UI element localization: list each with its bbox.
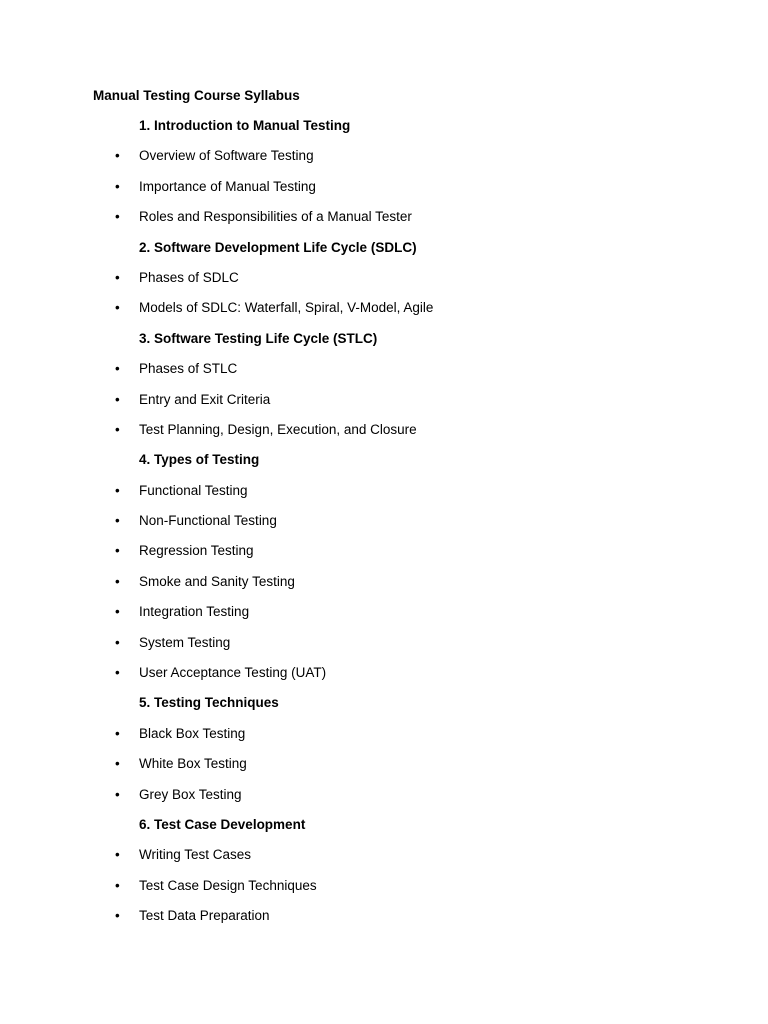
section-heading: 1. Introduction to Manual Testing <box>139 118 351 133</box>
list-item-text: Functional Testing <box>139 482 248 498</box>
list-item-text: Non-Functional Testing <box>139 513 277 529</box>
bullet-icon: • <box>115 665 120 681</box>
bullet-icon: • <box>115 543 120 559</box>
list-item <box>0 391 768 421</box>
list-item <box>0 147 768 177</box>
list-item-text: Grey Box Testing <box>139 786 242 802</box>
bullet-icon: • <box>115 756 120 772</box>
bullet-icon: • <box>115 604 120 620</box>
syllabus-content <box>0 117 768 938</box>
bullet-icon: • <box>115 877 120 893</box>
bullet-icon: • <box>115 300 120 316</box>
list-item <box>0 512 768 542</box>
list-item <box>0 269 768 299</box>
list-item-text: Models of SDLC: Waterfall, Spiral, V-Model, Agile <box>139 300 434 316</box>
list-item-text: Test Data Preparation <box>139 908 270 924</box>
list-item <box>0 725 768 755</box>
section-heading: 4. Types of Testing <box>139 452 260 468</box>
list-item <box>0 542 768 572</box>
document-title: Manual Testing Course Syllabus <box>93 88 300 103</box>
section-heading: 2. Software Development Life Cycle (SDLC) <box>139 239 417 255</box>
list-item-text: Importance of Manual Testing <box>139 178 316 194</box>
list-item <box>0 299 768 329</box>
list-item <box>0 603 768 633</box>
bullet-icon: • <box>115 148 120 164</box>
bullet-icon: • <box>115 725 120 741</box>
list-item <box>0 664 768 694</box>
bullet-icon: • <box>115 269 120 285</box>
bullet-icon: • <box>115 421 120 437</box>
list-item-text: Roles and Responsibilities of a Manual Tester <box>139 209 412 225</box>
section-heading: 6. Test Case Development <box>139 816 306 832</box>
bullet-icon: • <box>115 847 120 863</box>
list-item <box>0 573 768 603</box>
list-item <box>0 877 768 907</box>
list-item <box>0 907 768 937</box>
bullet-icon: • <box>115 513 120 529</box>
bullet-icon: • <box>115 391 120 407</box>
list-item <box>0 178 768 208</box>
bullet-icon: • <box>115 634 120 650</box>
list-item-text: Entry and Exit Criteria <box>139 391 271 407</box>
bullet-icon: • <box>115 361 120 377</box>
list-item <box>0 482 768 512</box>
list-item <box>0 360 768 390</box>
list-item <box>0 634 768 664</box>
list-item-text: User Acceptance Testing (UAT) <box>139 665 327 681</box>
bullet-icon: • <box>115 482 120 498</box>
list-item-text: Regression Testing <box>139 543 254 559</box>
list-item-text: Phases of STLC <box>139 361 238 377</box>
list-item-text: Writing Test Cases <box>139 847 252 863</box>
list-item-text: Phases of SDLC <box>139 269 239 285</box>
bullet-icon: • <box>115 908 120 924</box>
section-heading: 3. Software Testing Life Cycle (STLC) <box>139 330 378 346</box>
section-heading: 5. Testing Techniques <box>139 695 279 711</box>
list-item-text: Smoke and Sanity Testing <box>139 573 295 589</box>
list-item-text: Test Planning, Design, Execution, and Closure <box>139 421 417 437</box>
bullet-icon: • <box>115 786 120 802</box>
list-item <box>0 421 768 451</box>
list-item <box>0 786 768 816</box>
bullet-icon: • <box>115 573 120 589</box>
list-item-text: System Testing <box>139 634 231 650</box>
bullet-icon: • <box>115 178 120 194</box>
list-item-text: Overview of Software Testing <box>139 148 314 164</box>
bullet-icon: • <box>115 209 120 225</box>
list-item <box>0 208 768 238</box>
list-item <box>0 846 768 876</box>
list-item-text: Integration Testing <box>139 604 250 620</box>
list-item-text: Black Box Testing <box>139 725 246 741</box>
list-item-text: Test Case Design Techniques <box>139 877 317 893</box>
list-item <box>0 755 768 785</box>
list-item-text: White Box Testing <box>139 756 247 772</box>
